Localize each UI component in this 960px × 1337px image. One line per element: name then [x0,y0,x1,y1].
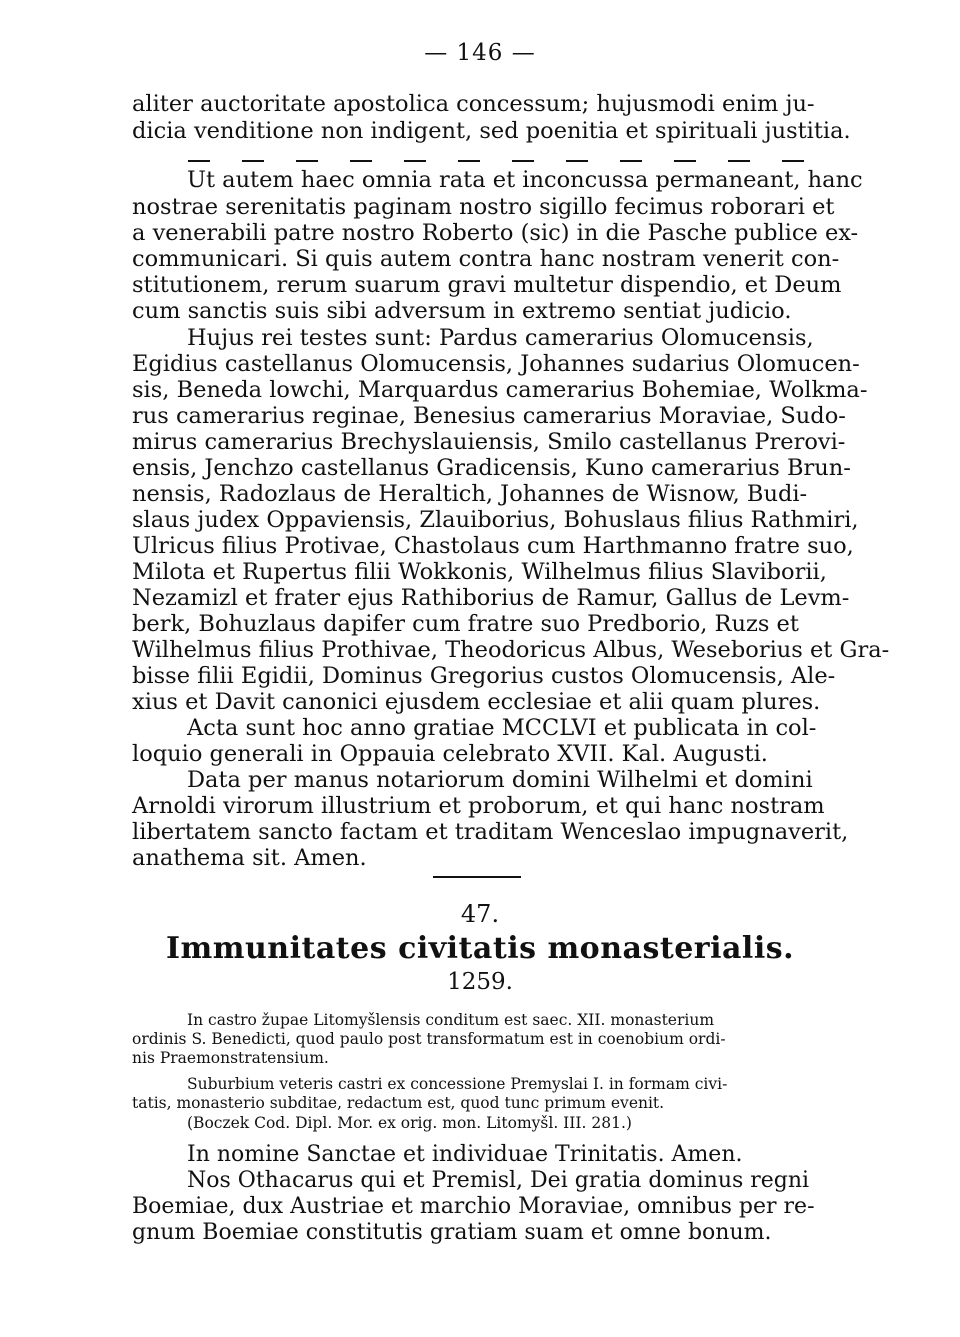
page-number: — 146 — [424,40,536,66]
dash [458,160,480,162]
text-line: loquio generali in Oppauia celebrato XVII. Kal. Augusti. [132,741,768,767]
dash [566,160,588,162]
text-line: xius et Davit canonici ejusdem ecclesiae et alii quam plures. [132,689,821,715]
text-line: anathema sit. Amen. [132,845,367,871]
dash [782,160,804,162]
text-line: berk, Bohuzlaus dapifer cum fratre suo Predborio, Ruzs et [132,611,799,637]
dash [242,160,264,162]
text-line: nostrae serenitatis paginam nostro sigillo fecimus roborari et [132,194,835,220]
text-line: cum sanctis suis sibi adversum in extremo sentiat judicio. [132,298,792,324]
text-line: Data per manus notariorum domini Wilhelmi et domini [187,767,813,793]
note-line: tatis, monasterio subditae, redactum est, quod tunc primum evenit. [132,1094,665,1112]
document-title: Immunitates civitatis monasterialis. [165,931,795,966]
dash [296,160,318,162]
text-line: Nezamizl et frater ejus Rathiborius de Ramur, Gallus de Levm- [132,585,850,611]
dash [512,160,534,162]
text-line: Nos Othacarus qui et Premisl, Dei gratia dominus regni [187,1168,810,1193]
note-line: In castro župae Litomyšlensis conditum est saec. XII. monasterium [187,1011,715,1029]
text-line: Wilhelmus filius Prothivae, Theodoricus Albus, Weseborius et Gra- [132,637,890,663]
text-line: Milota et Rupertus filii Wokkonis, Wilhelmus filius Slaviborii, [132,559,827,585]
text-line: ensis, Jenchzo castellanus Gradicensis, Kuno camerarius Brun- [132,455,851,481]
text-line: sis, Beneda lowchi, Marquardus camerarius Bohemiae, Wolkma- [132,377,868,403]
text-line: Ut autem haec omnia rata et inconcussa permaneant, hanc [187,167,863,193]
text-line: nensis, Radozlaus de Heraltich, Johannes de Wisnow, Budi- [132,481,808,507]
text-line: slaus judex Oppaviensis, Zlauiborius, Bohuslaus filius Rathmiri, [132,507,859,533]
text-line: libertatem sancto factam et traditam Wenceslao impugnaverit, [132,819,849,845]
text-line: Ulricus filius Protivae, Chastolaus cum Harthmanno fratre suo, [132,533,854,559]
document-number: 47. [460,900,500,928]
text-line: communicari. Si quis autem contra hanc nostram venerit con- [132,246,840,272]
note-line: Suburbium veteris castri ex concessione Premyslai I. in formam civi- [187,1075,728,1093]
section-divider [433,876,521,878]
note-line: nis Praemonstratensium. [132,1049,329,1067]
text-line: a venerabili patre nostro Roberto (sic) in die Pasche publice ex- [132,220,859,246]
text-line: dicia venditione non indigent, sed poenitia et spirituali justitia. [132,118,851,144]
text-line: Hujus rei testes sunt: Pardus camerarius Olomucensis, [187,325,814,351]
dash [620,160,642,162]
text-line: aliter auctoritate apostolica concessum; hujusmodi enim ju- [132,91,815,117]
text-line: Acta sunt hoc anno gratiae MCCLVI et publicata in col- [187,715,817,741]
note-line: ordinis S. Benedicti, quod paulo post transformatum est in coenobium ordi- [132,1030,726,1048]
text-line: Boemiae, dux Austriae et marchio Moraviae, omnibus per re- [132,1194,815,1219]
text-line: stitutionem, rerum suarum gravi multetur dispendio, et Deum [132,272,842,298]
dash [728,160,750,162]
text-line: mirus camerarius Brechyslauiensis, Smilo castellanus Prerovi- [132,429,846,455]
text-line: bisse filii Egidii, Dominus Gregorius custos Olomucensis, Ale- [132,663,836,689]
text-line: In nomine Sanctae et individuae Trinitatis. Amen. [187,1142,743,1167]
dash [674,160,696,162]
dash [188,160,210,162]
document-year: 1259. [447,969,513,995]
text-line: Arnoldi virorum illustrium et proborum, et qui hanc nostram [132,793,825,819]
note-line: (Boczek Cod. Dipl. Mor. ex orig. mon. Litomyšl. III. 281.) [187,1114,632,1132]
text-line: Egidius castellanus Olomucensis, Johannes sudarius Olomucen- [132,351,860,377]
dash [404,160,426,162]
text-line: rus camerarius reginae, Benesius camerarius Moraviae, Sudo- [132,403,846,429]
dash [350,160,372,162]
text-line: gnum Boemiae constitutis gratiam suam et omne bonum. [132,1220,772,1245]
